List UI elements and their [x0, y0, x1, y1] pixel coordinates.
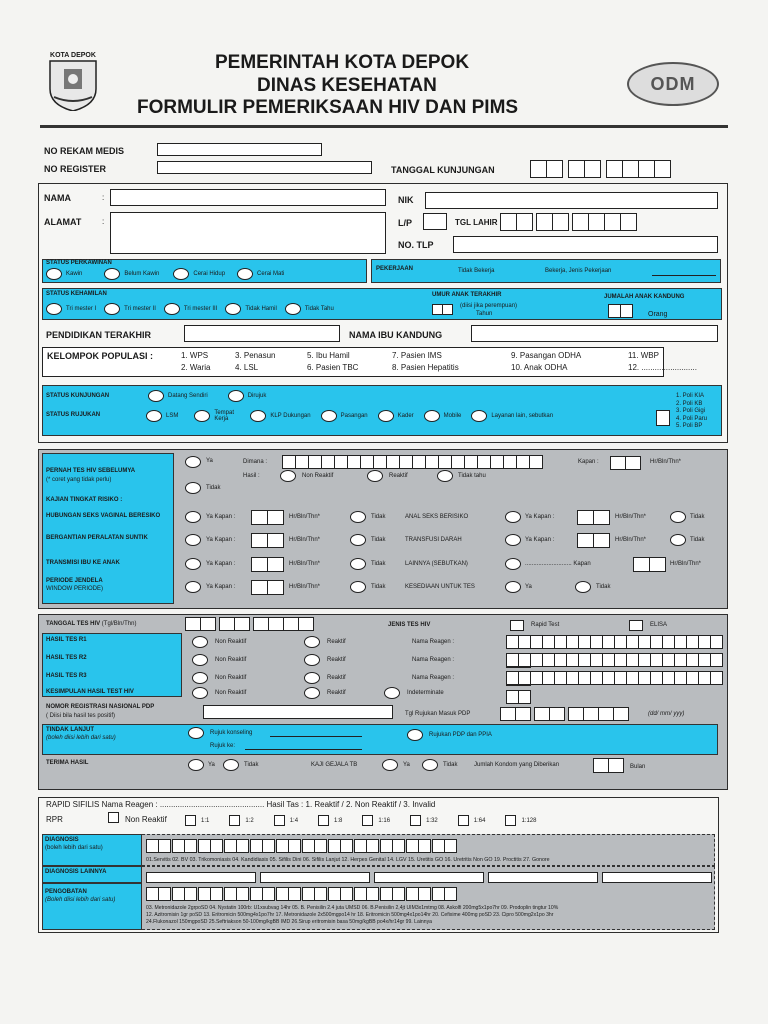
datang-sendiri-label: Datang Sendiri [168, 393, 208, 399]
reaktif-label: Reaktif [327, 657, 346, 663]
klp-label: KLP Dukungan [270, 413, 311, 419]
nama-reagen-label: Nama Reagen : [412, 657, 455, 663]
bekerja-label: Bekerja, Jenis Pekerjaan [545, 268, 612, 274]
jumlah-anak-label: JUMALAH ANAK KANDUNG [604, 294, 685, 300]
cerai-hidup-radio[interactable] [173, 268, 189, 280]
reaktif-radio[interactable] [304, 672, 320, 684]
hasil-nr-label: Non Reaktif [302, 473, 334, 479]
non-reaktif-label: Non Reaktif [215, 639, 247, 645]
reaktif-radio[interactable] [304, 636, 320, 648]
reaktif-radio[interactable] [304, 654, 320, 666]
reaktif-label: Reaktif [327, 675, 346, 681]
titer-label: 1:16 [378, 817, 391, 824]
rujukan-options [146, 410, 553, 422]
kapan-unit: Hr/Bln/Thn* [289, 584, 321, 590]
umur-anak-cells[interactable] [432, 302, 452, 320]
poli-item: 4. Poli Paru [676, 415, 708, 422]
populasi-item[interactable]: 9. Pasangan ODHA [511, 351, 582, 360]
transfusi-tidak-label: Tidak [690, 537, 705, 543]
risk-row-4 [185, 580, 720, 596]
kapan-cells[interactable] [251, 580, 283, 600]
tindak-note: (boleh diisi lebih dari satu) [46, 735, 116, 741]
nomor-note: ( Diisi bila hasil tes positif) [46, 713, 116, 719]
header-title-3: FORMULIR PEMERIKSAAN HIV DAN PIMS [137, 97, 519, 118]
kesimpulan-label: KESIMPULAN HASIL TEST HIV [46, 689, 134, 695]
populasi-label: KELOMPOK POPULASI : [47, 351, 154, 361]
jumlah-anak-cells[interactable] [608, 304, 632, 323]
kesimpulan-r-radio[interactable] [304, 687, 320, 699]
tidak-tahu-label: Tidak Tahu [304, 306, 334, 312]
kesimpulan-nr-radio[interactable] [192, 687, 208, 699]
kaji-tb-label: KAJI GEJALA TB [311, 762, 358, 768]
no-tlp-field[interactable] [453, 236, 718, 253]
titer-checkbox[interactable] [362, 815, 373, 826]
titer-checkbox[interactable] [185, 815, 196, 826]
titer-checkbox[interactable] [410, 815, 421, 826]
anal-kapan-cells[interactable] [577, 510, 609, 530]
poli-list [676, 393, 707, 431]
logo-text: KOTA DEPOK [50, 52, 96, 59]
pengobatan-cells[interactable] [146, 887, 456, 906]
titer-checkbox[interactable] [505, 815, 516, 826]
tempat-kerja-radio[interactable] [194, 410, 210, 422]
indeterminate-label: Indeterminate [407, 690, 444, 696]
tb-ya-label: Ya [403, 762, 410, 768]
tanggal-tes-cells[interactable] [185, 617, 313, 636]
titer-label: 1:1 [201, 817, 210, 824]
titer-label: 1:2 [245, 817, 254, 824]
ya-kapan-label: Ya Kapan : [206, 514, 236, 520]
no-tlp-label: NO. TLP [398, 240, 434, 250]
nama-reagen-label: Nama Reagen : [412, 639, 455, 645]
belum-kawin-label: Belum Kawin [124, 271, 160, 277]
diagnosis-lain-label: DIAGNOSIS LAINNYA [45, 869, 107, 875]
rujuk-konseling-label: Rujuk konseling [210, 730, 253, 736]
kesediaan-tidak-label: Tidak [596, 584, 611, 590]
populasi-item[interactable]: 3. Penasun [235, 351, 276, 360]
no-register-field[interactable] [157, 161, 372, 174]
anal-tidak-radio[interactable] [670, 511, 686, 523]
transfusi-ya-label: Ya Kapan : [525, 537, 555, 543]
populasi-item[interactable]: 11. WBP [628, 351, 659, 360]
kajian-label: KAJIAN TINGKAT RISIKO : [46, 497, 123, 503]
kader-radio[interactable] [378, 410, 394, 422]
perkawinan-label: STATUS PERKAWINAN [46, 260, 112, 266]
terima-tidak-radio[interactable] [223, 759, 239, 771]
datang-sendiri-radio[interactable] [148, 390, 164, 402]
risk-row-3 [185, 557, 720, 573]
rapid-sifilis-label: RAPID SIFILIS Nama Reagen : ............................................... Hasil Tas : 1. Reaktif / 2. Non Reaktif / 3. Invalid [46, 800, 436, 809]
lainnya-kapan-unit: Hr/Bln/Thn* [670, 561, 702, 567]
pendidikan-field[interactable] [184, 325, 340, 342]
anal-ya-radio[interactable] [505, 511, 521, 523]
transfusi-kapan-unit: Hr/Bln/Thn* [615, 537, 647, 543]
dirujuk-radio[interactable] [228, 390, 244, 402]
lainnya-kapan-cells[interactable] [633, 557, 665, 577]
ya-kapan-radio[interactable] [185, 511, 201, 523]
elisa-label: ELISA [650, 622, 668, 628]
non-reaktif-label: Non Reaktif [215, 657, 247, 663]
ya-kapan-label: Ya Kapan : [206, 561, 236, 567]
kapan-cells[interactable] [251, 533, 283, 553]
kondom-cells[interactable] [593, 758, 623, 778]
dimana-label: Dimana : [243, 459, 268, 465]
mobile-radio[interactable] [424, 410, 440, 422]
rujuk-konseling-line[interactable] [270, 736, 362, 737]
rujuk-ke-line[interactable] [245, 749, 362, 750]
anal-tidak-label: Tidak [690, 514, 705, 520]
anal-ya-label: Ya Kapan : [525, 514, 555, 520]
terima-label: TERIMA HASIL [46, 760, 89, 766]
tb-ya-radio[interactable] [382, 759, 398, 771]
poli-item: 1. Poli KIA [676, 393, 705, 399]
obat-list-2: 12. Azitromisin 1gr poSD 13. Eritromicin 500mg4x1po7hr 17. Metronidazole 2x500mgpo14 hr 18. Eritromicin 500mg4x1po14hr 20. Cefixime 400mg poSD 23. Cipro 500mg2x1po 3hr [146, 912, 554, 918]
kehamilan-options [46, 303, 334, 315]
tidak-radio[interactable] [350, 558, 366, 570]
kesimpulan-nr-label: Non Reaktif [215, 690, 247, 696]
non-reaktif-radio[interactable] [192, 672, 208, 684]
populasi-item[interactable]: 10. Anak ODHA [511, 363, 568, 372]
city-emblem-icon [42, 59, 104, 111]
risk-row-2 [185, 533, 720, 549]
tidak-label: Tidak [371, 514, 386, 520]
nama-label: NAMA [44, 193, 71, 203]
odm-logo [627, 62, 719, 106]
ibu-label: NAMA IBU KANDUNG [349, 330, 443, 340]
risk-row-1 [185, 510, 720, 526]
no-rekam-label: NO REKAM MEDIS [44, 146, 125, 156]
rpr-nr-checkbox[interactable] [108, 812, 119, 823]
hasil-r-label: Reaktif [389, 473, 408, 479]
terima-ya-label: Ya [208, 762, 215, 768]
trimester-1-radio[interactable] [46, 303, 62, 315]
transfusi-ya-radio[interactable] [505, 534, 521, 546]
trimester-2-label: Tri mester II [124, 306, 156, 312]
r3-label: HASIL TES R3 [46, 673, 87, 679]
rujukan-pdp-label: Rujukan PDP dan PPIA [429, 732, 492, 738]
rpr-label: RPR [46, 815, 63, 824]
header-divider [40, 125, 728, 128]
odm-logo-text: ODM [650, 74, 696, 94]
tanggal-kunjungan-cells[interactable] [530, 160, 670, 183]
tb-tidak-radio[interactable] [422, 759, 438, 771]
populasi-item[interactable]: 4. LSL [235, 363, 259, 372]
pernah-note: (* coret yang tidak perlu) [46, 477, 112, 483]
lsm-radio[interactable] [146, 410, 162, 422]
pernah-ya-radio[interactable] [185, 456, 201, 468]
tanggal-tes-unit: (Tgl/Bln/Thn) [101, 621, 137, 627]
tb-tidak-label: Tidak [443, 762, 458, 768]
mobile-label: Mobile [443, 413, 462, 419]
nik-field[interactable] [425, 192, 718, 209]
kunjungan-label: STATUS KUNJUNGAN [46, 393, 110, 399]
lp-field[interactable] [423, 213, 447, 230]
no-rekam-field[interactable] [157, 143, 322, 156]
indeterminate-radio[interactable] [384, 687, 400, 699]
tahun-label: Tahun [476, 311, 493, 317]
bulan-label: Bulan [630, 764, 646, 770]
hasil-tt-radio[interactable] [437, 470, 453, 482]
tanggal-tes-label [46, 621, 136, 627]
alamat-label: ALAMAT [44, 217, 82, 227]
lp-label: L/P [398, 218, 413, 228]
tgl-lahir-label: TGL LAHIR [455, 218, 498, 227]
populasi-item[interactable]: 2. Waria [181, 363, 211, 372]
non-reaktif-radio[interactable] [192, 636, 208, 648]
trimester-2-radio[interactable] [104, 303, 120, 315]
trimester-3-label: Tri mester III [183, 306, 218, 312]
tgl-lahir-cells[interactable] [500, 213, 636, 236]
dirujuk-label: Dirujuk [247, 393, 267, 399]
nama-reagen-label: Nama Reagen : [412, 675, 455, 681]
kondom-label: Jumlah Kondom yang Diberikan [474, 762, 560, 768]
tidak-radio[interactable] [350, 534, 366, 546]
rujukan-label: STATUS RUJUKAN [46, 412, 101, 418]
rujuk-konseling-radio[interactable] [188, 727, 204, 739]
nik-label: NIK [398, 195, 414, 205]
kapan-unit: Hr/Bln/Thn* [650, 459, 682, 465]
tidak-hamil-radio[interactable] [225, 303, 241, 315]
cerai-mati-label: Cerai Mati [257, 271, 285, 277]
kehamilan-label: STATUS KEHAMILAN [46, 291, 107, 297]
periode-label: PERIODE JENDELA [46, 578, 103, 584]
hasil-tes-row [192, 653, 722, 668]
umur-anak-label: UMUR ANAK TERAKHIR [432, 292, 502, 298]
nama-reagen-cells[interactable] [506, 671, 722, 709]
alamat-colon: : [102, 217, 105, 226]
transfusi-label: TRANSFUSI DARAH [405, 537, 462, 543]
ddmm-label: (dd/ mm/ yyy) [648, 711, 685, 717]
obat-list-1: 03. Metronidazole 2grpoSD 04. Nystatin 100rb: U1xsubvag 14hr 05. B. Penisilin 2.4 juta UMSD 06. B.Penisilin 2,4jt UIM3x1mtmg 08. Askolfi 200mg5x1po7hr 09. Prodoplin tingtur 10% [146, 905, 559, 911]
layanan-lain-radio[interactable] [471, 410, 487, 422]
ya-kapan-radio[interactable] [185, 558, 201, 570]
nomor-field[interactable] [203, 705, 393, 719]
pernah-ya-label: Ya [206, 458, 213, 464]
jenis-pekerjaan-line[interactable] [652, 275, 716, 276]
titer-label: 1:8 [334, 817, 343, 824]
hubungan-label: HUBUNGAN SEKS VAGINAL BERESIKO [46, 513, 161, 519]
titer-options [185, 815, 556, 826]
populasi-item[interactable]: 12. ......................... [628, 363, 697, 372]
transfusi-kapan-cells[interactable] [577, 533, 609, 553]
elisa-checkbox[interactable] [629, 620, 643, 631]
header-title-1: PEMERINTAH KOTA DEPOK [215, 52, 470, 73]
hasil-tes-row [192, 671, 722, 686]
anal-kapan-unit: Hr/Bln/Thn* [615, 514, 647, 520]
kapan-cells[interactable] [251, 557, 283, 577]
pernah-label: PERNAH TES HIV SEBELUMYA [46, 468, 136, 474]
diagnosis-note: (boleh lebih dari satu) [45, 845, 103, 851]
dimana-cells[interactable] [282, 455, 542, 474]
pengobatan-note: (Boleh diisi lebih dari satu) [45, 897, 116, 903]
lainnya-radio[interactable] [505, 558, 521, 570]
obat-list-3: 24.Flukonazol 150mgpoSD 25.Seftriakson 50-100mg/kgBB IMD 26.Sirup eritromisin basa 50mg/kgBB po4x/hr14gr 99. Lainnya [146, 919, 432, 925]
r2-label: HASIL TES R2 [46, 655, 87, 661]
tidak-tahu-radio[interactable] [285, 303, 301, 315]
kapan-unit: Hr/Bln/Thn* [289, 537, 321, 543]
kesimpulan-row [192, 687, 492, 701]
ya-kapan-label: Ya Kapan : [206, 537, 236, 543]
titer-checkbox[interactable] [274, 815, 285, 826]
ibu-field[interactable] [471, 325, 718, 342]
pernah-tidak-radio[interactable] [185, 482, 201, 494]
pendidikan-label: PENDIDIKAN TERAKHIR [46, 330, 152, 340]
kader-label: Kader [397, 413, 414, 419]
r1-label: HASIL TES R1 [46, 637, 87, 643]
kesediaan-ya-label: Ya [525, 584, 532, 590]
diagnosis-cells[interactable] [146, 839, 456, 858]
rapid-label: Rapid Test [531, 622, 560, 628]
transfusi-tidak-radio[interactable] [670, 534, 686, 546]
titer-checkbox[interactable] [458, 815, 469, 826]
rapid-checkbox[interactable] [510, 620, 524, 631]
pengobatan-label: PENGOBATAN [45, 889, 87, 895]
tanggal-kunjungan-label: TANGGAL KUNJUNGAN [391, 165, 495, 175]
anal-label: ANAL SEKS BERISIKO [405, 514, 469, 520]
poli-checkbox[interactable] [656, 410, 670, 426]
bergantian-label: BERGANTIAN PERALATAN SUNTIK [46, 535, 148, 541]
cerai-hidup-label: Cerai Hidup [193, 271, 226, 277]
pasangan-radio[interactable] [321, 410, 337, 422]
titer-label: 1:128 [521, 817, 537, 824]
kesediaan-ya-radio[interactable] [505, 581, 521, 593]
diagnosis-list: 01.Servitis 02. BV 03. Trikomoniasis 04. Kandidiasis 05. Sifilis Dini 06. Sifilis Lanjut 12. Herpes Genital 14. LGV 15. Uretitis GO 16. Uretritis Non GO 19. Proctitis 27. Gonore [146, 857, 550, 863]
kapan-cells[interactable] [251, 510, 283, 530]
titer-label: 1:64 [473, 817, 486, 824]
ya-kapan-radio[interactable] [185, 581, 201, 593]
hasil-tes-row [192, 635, 722, 650]
terima-ya-radio[interactable] [188, 759, 204, 771]
non-reaktif-label: Non Reaktif [215, 675, 247, 681]
kapan-unit: Hr/Bln/Thn* [289, 561, 321, 567]
kapan-cells[interactable] [610, 456, 640, 475]
orang-label: Orang [648, 311, 668, 318]
populasi-item[interactable]: 8. Pasien Hepatitis [392, 363, 459, 372]
terima-tidak-label: Tidak [244, 762, 259, 768]
tidak-label: Tidak [371, 537, 386, 543]
tidak-label: Tidak [371, 584, 386, 590]
rujuk-ke-label: Rujuk ke: [210, 743, 236, 749]
populasi-item[interactable]: 5. Ibu Hamil [307, 351, 350, 360]
tidak-label: Tidak [371, 561, 386, 567]
kunjungan-options [148, 390, 266, 402]
kawin-label: Kawin [66, 271, 83, 277]
titer-label: 1:32 [426, 817, 438, 824]
transmisi-label: TRANSMISI IBU KE ANAK [46, 560, 120, 566]
trimester-1-label: Tri mester I [66, 306, 97, 312]
tempat-kerja-label: Tempat Kerja [214, 410, 235, 422]
diagnosis-lain-fields[interactable] [146, 870, 716, 888]
diagnosis-label: DIAGNOSIS [45, 837, 79, 843]
header-title-2: DINAS KESEHATAN [257, 75, 437, 96]
tanggal-tes-title: TANGGAL TES HIV [46, 621, 101, 627]
lainnya-label: LAINNYA (SEBUTKAN) [405, 561, 468, 567]
hasil-label: Hasil : [243, 473, 260, 479]
reaktif-label: Reaktif [327, 639, 346, 645]
city-logo [42, 52, 104, 114]
populasi-item[interactable]: 1. WPS [181, 351, 209, 360]
kapan-label: Kapan : [578, 459, 599, 465]
belum-kawin-radio[interactable] [104, 268, 120, 280]
hasil-tt-label: Tidak tahu [458, 473, 486, 479]
rujukan-pdp-radio[interactable] [407, 729, 423, 741]
poli-item: 3. Poli Gigi [676, 408, 706, 414]
tidak-radio[interactable] [350, 581, 366, 593]
poli-item: 5. Poli BP [676, 423, 703, 429]
cerai-mati-radio[interactable] [237, 268, 253, 280]
perkawinan-options [46, 268, 284, 280]
titer-checkbox[interactable] [229, 815, 240, 826]
no-register-label: NO REGISTER [44, 164, 107, 174]
titer-label: 1:4 [289, 817, 299, 824]
umur-note: (diisi jika perempuan) [460, 303, 518, 309]
pernah-tidak-label: Tidak [206, 485, 221, 491]
rpr-nr-label: Non Reaktif [125, 815, 167, 824]
pekerjaan-label: PEKERJAAN [376, 266, 414, 272]
titer-checkbox[interactable] [318, 815, 329, 826]
tidak-bekerja-label: Tidak Bekerja [458, 268, 495, 274]
hasil-nr-radio[interactable] [280, 470, 296, 482]
poli-item: 2. Poli KB [676, 400, 703, 407]
lsm-label: LSM [166, 413, 179, 419]
nomor-label: NOMOR REGISTRASI NASIONAL PDP [46, 704, 155, 710]
pasangan-label: Pasangan [340, 413, 368, 419]
populasi-item[interactable]: 7. Pasien IMS [392, 351, 442, 360]
nama-field[interactable] [110, 189, 386, 206]
populasi-item[interactable]: 6. Pasien TBC [307, 363, 359, 372]
layanan-lain-label: Layanan lain, sebutkan [491, 413, 554, 419]
tidak-hamil-label: Tidak Hamil [245, 306, 277, 312]
tgl-rujukan-label: Tgl Rujukan Masuk PDP [405, 711, 471, 717]
jenis-tes-label: JENIS TES HIV [388, 622, 431, 628]
alamat-field[interactable] [110, 212, 386, 254]
klp-radio[interactable] [250, 410, 266, 422]
tidak-radio[interactable] [350, 511, 366, 523]
hasil-r-radio[interactable] [367, 470, 383, 482]
periode-label-2: WINDOW PERIODE) [46, 586, 103, 592]
kesimpulan-r-label: Reaktif [327, 690, 346, 696]
tindak-panel [42, 724, 718, 755]
kawin-radio[interactable] [46, 268, 62, 280]
tindak-label: TINDAK LANJUT [46, 727, 94, 733]
lainnya-dots: ............................ Kapan [525, 561, 591, 567]
trimester-3-radio[interactable] [164, 303, 180, 315]
kesediaan-tidak-radio[interactable] [575, 581, 591, 593]
ya-kapan-label: Ya Kapan : [206, 584, 236, 590]
kesediaan-label: KESEDIAAN UNTUK TES [405, 584, 475, 590]
kapan-unit: Hr/Bln/Thn* [289, 514, 321, 520]
non-reaktif-radio[interactable] [192, 654, 208, 666]
nama-colon: : [102, 193, 105, 202]
ya-kapan-radio[interactable] [185, 534, 201, 546]
